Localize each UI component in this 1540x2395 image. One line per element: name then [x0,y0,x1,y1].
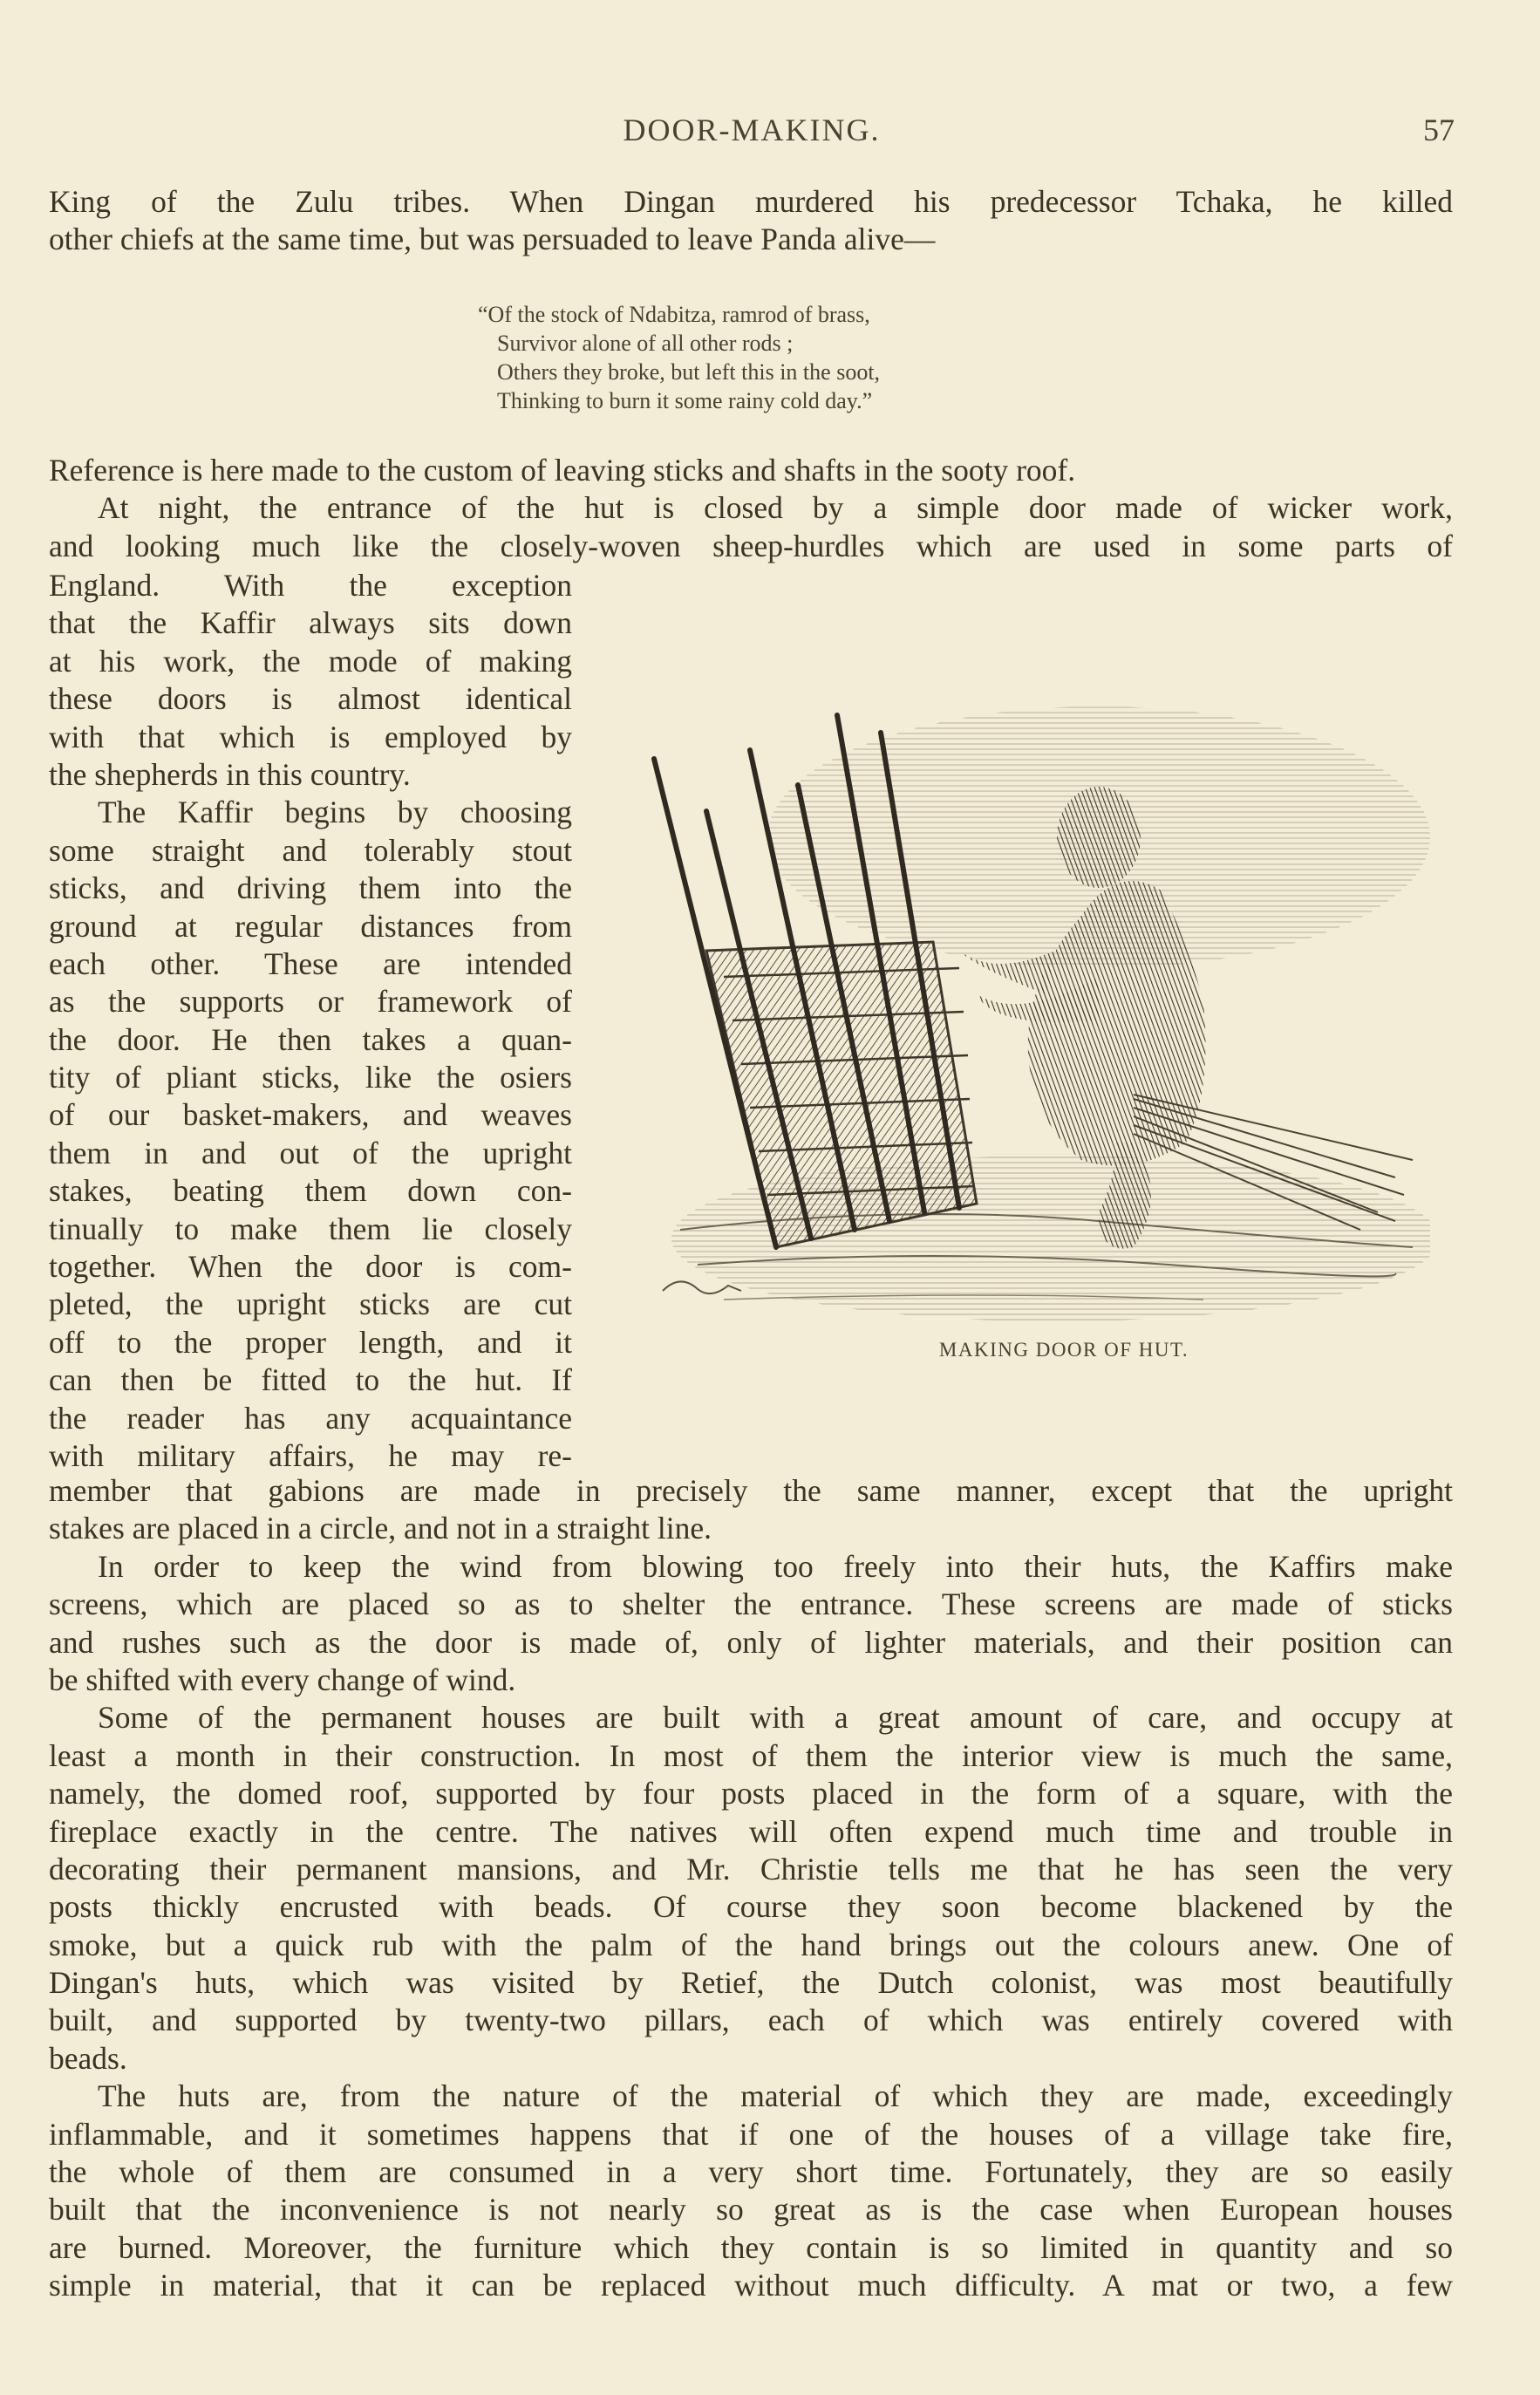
text-line: pleted, the upright sticks are cut [49,1286,572,1322]
text-column [49,567,572,1475]
text-line: beads. [49,2040,127,2076]
text-line: stakes, beating them down con- [49,1173,572,1209]
text-line: screens, which are placed so as to shelter the entrance. These screens are made of sticks [49,1586,1453,1622]
text-line: sticks, and driving them into the [49,870,572,906]
text-line: other chiefs at the same time, but was persuaded to leave Panda alive— [49,222,936,257]
text-line: The huts are, from the nature of the material of which they are made, exceedingly [98,2078,1453,2114]
verse-line: “Of the stock of Ndabitza, ramrod of brass, [478,302,870,327]
text-line: the whole of them are consumed in a very short time. Fortunately, they are so easily [49,2154,1453,2190]
text-line: Reference is here made to the custom of leaving sticks and shafts in the sooty roof. [49,453,1076,488]
text-line: together. When the door is com- [49,1249,572,1285]
figure-caption: MAKING DOOR OF HUT. [938,1339,1189,1361]
text-line: the shepherds in this country. [49,756,411,792]
page-number: 57 [1423,113,1455,147]
text-line: Dingan's huts, which was visited by Retief, the Dutch colonist, was most beautifully [49,1965,1453,2001]
text-line: tity of pliant sticks, like the osiers [49,1060,572,1095]
text-line: Some of the permanent houses are built with a great amount of care, and occupy at [98,1700,1453,1736]
text-line: with that which is employed by [49,719,572,754]
text-line: In order to keep the wind from blowing too freely into their huts, the Kaffirs make [98,1548,1453,1584]
text-line: each other. These are intended [49,945,572,981]
text-line: as the supports or framework of [49,984,572,1020]
text-line: simple in material, that it can be replaced without much difficulty. A mat or two, a few [49,2268,1453,2303]
text-line: the reader has any acquaintance [49,1400,572,1436]
text-line: fireplace exactly in the centre. The natives will often expend much time and trouble in [49,1813,1453,1849]
verse-line: Others they broke, but left this in the soot, [497,359,881,385]
text-line: least a month in their construction. In most of them the interior view is much the same, [49,1737,1453,1773]
text-line: stakes are placed in a circle, and not in a straight line. [49,1511,712,1546]
text-line: ground at regular distances from [49,908,572,944]
verse-line: Survivor alone of all other rods ; [497,331,794,356]
text-line: with military affairs, he may re- [49,1437,572,1473]
text-line: these doors is almost identical [49,681,572,717]
text-line: smoke, but a quick rub with the palm of the hand brings out the colours anew. One of [49,1927,1453,1962]
text-line: posts thickly encrusted with beads. Of course they soon become blackened by the [49,1889,1453,1925]
text-line: King of the Zulu tribes. When Dingan murdered his predecessor Tchaka, he killed [49,184,1453,219]
text-line: the door. He then takes a quan- [49,1021,572,1057]
text-line: at his work, the mode of making [49,643,572,679]
text-line: decorating their permanent mansions, and Mr. Christie tells me that he has seen the very [49,1851,1453,1887]
reference-paragraph [49,452,1453,565]
text-line: The Kaffir begins by choosing [98,795,572,830]
text-line: inflammable, and it sometimes happens that if one of the houses of a village take fire, [49,2116,1453,2152]
text-line: At night, the entrance of the hut is closed by a simple door made of wicker work, [98,490,1453,526]
verse-line: Thinking to burn it some rainy cold day.” [497,388,873,413]
opening-paragraph [49,183,1453,259]
text-line: of our basket-makers, and weaves [49,1097,572,1133]
text-line: that the Kaffir always sits down [49,605,572,641]
text-line: some straight and tolerably stout [49,832,572,868]
verse-quote [478,300,1088,415]
page-header [49,112,1455,155]
text-line: namely, the domed roof, supported by four posts placed in the form of a square, with the [49,1776,1453,1812]
engraving-illustration [645,689,1430,1334]
text-line: are burned. Moreover, the furniture which they contain is so limited in quantity and so [49,2229,1453,2265]
text-line: be shifted with every change of wind. [49,1661,516,1697]
text-line: member that gabions are made in precisely the same manner, except that the upright [49,1473,1453,1508]
text-line: tinually to make them lie closely [49,1211,572,1246]
text-line: built, and supported by twenty-two pillars, each of which was entirely covered with [49,2003,1453,2038]
lower-paragraphs [49,1472,1453,2305]
text-line: off to the proper length, and it [49,1324,572,1360]
text-line: and looking much like the closely-woven sheep-hurdles which are used in some parts of [49,528,1453,563]
text-line: England. With the exception [49,568,572,603]
text-line: built that the inconvenience is not nearly so great as is the case when European houses [49,2192,1453,2228]
engraving-making-door [645,689,1430,1334]
running-head: DOOR-MAKING. [623,113,881,147]
text-line: and rushes such as the door is made of, only of lighter materials, and their position can [49,1624,1453,1660]
text-line: can then be fitted to the hut. If [49,1362,572,1398]
text-line: them in and out of the upright [49,1135,572,1170]
